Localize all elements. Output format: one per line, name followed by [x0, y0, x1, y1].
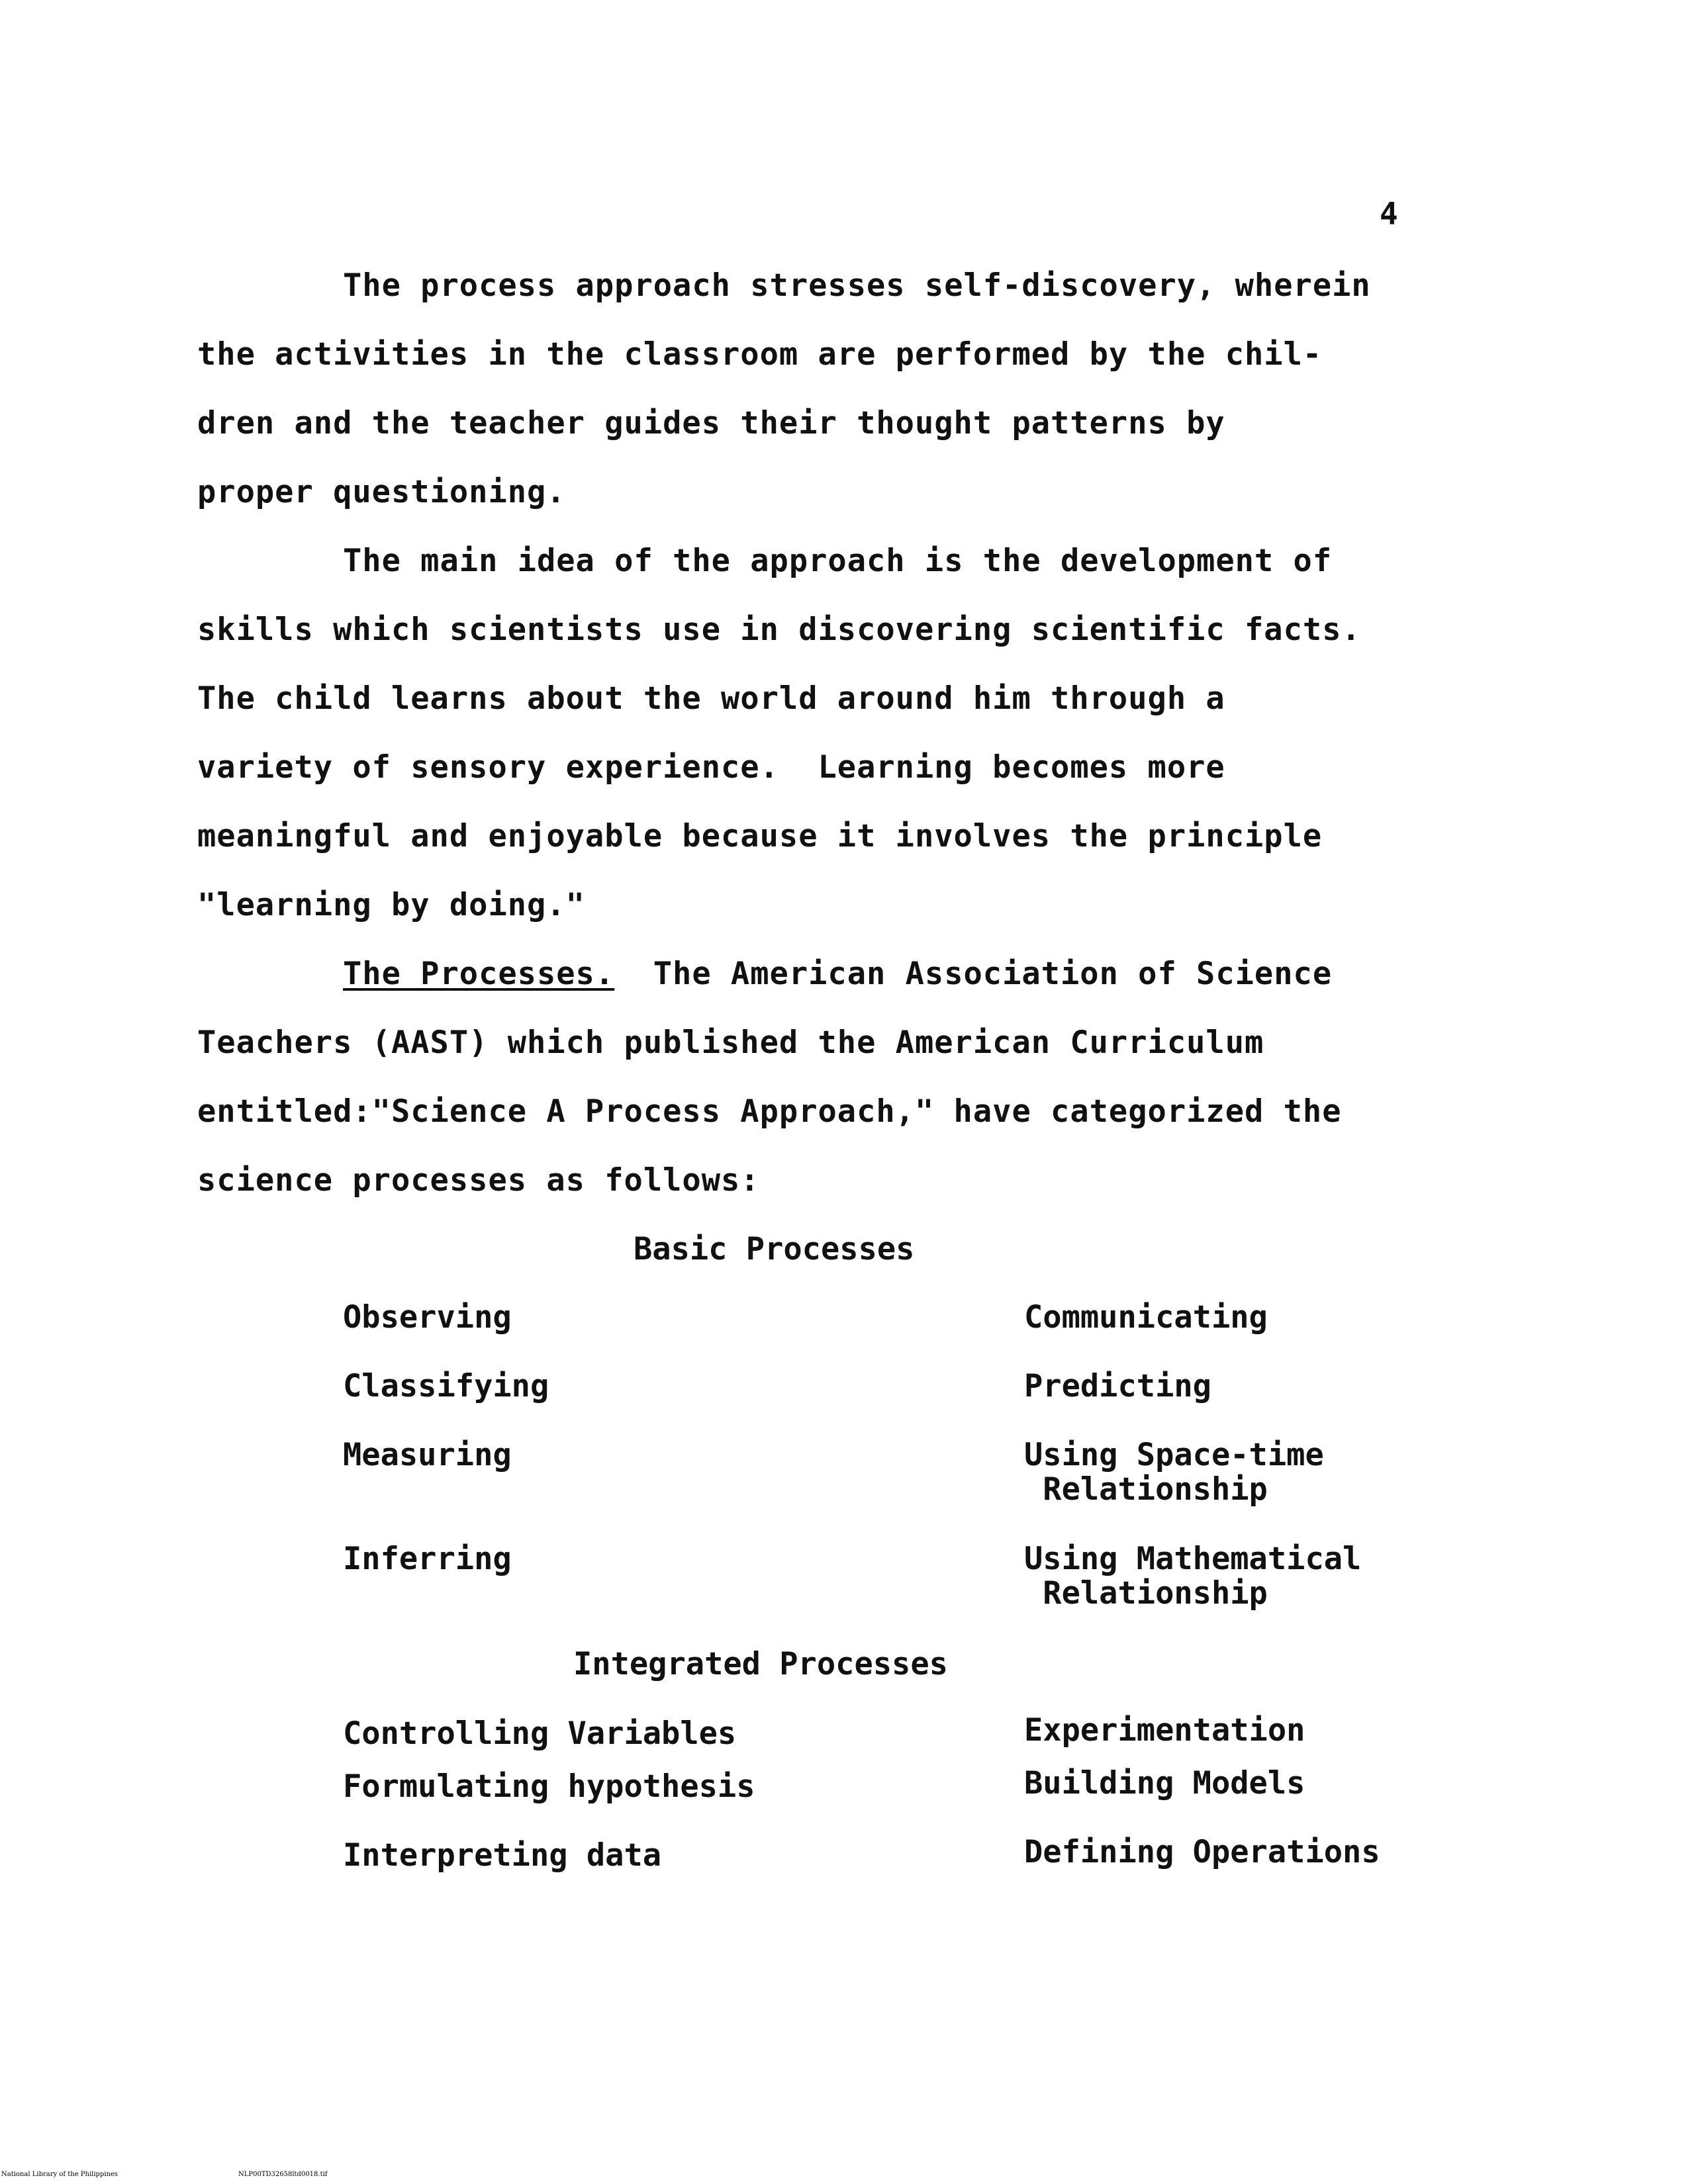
basic-process-item: Classifying: [343, 1368, 549, 1404]
basic-processes-title: Basic Processes: [634, 1231, 915, 1267]
paragraph-line: proper questioning.: [197, 474, 566, 510]
paragraph-line: the activities in the classroom are performed by the chil-: [197, 336, 1323, 373]
paragraph-line: skills which scientists use in discovering scientific facts.: [197, 612, 1361, 648]
paragraph-line: "learning by doing.": [197, 887, 585, 923]
integrated-process-item: Building Models: [1024, 1765, 1305, 1801]
basic-process-item: Using Space-time Relationship: [1024, 1437, 1324, 1508]
integrated-process-item: Interpreting data: [343, 1837, 662, 1874]
paragraph-line: The process approach stresses self-discovery, wherein: [343, 267, 1371, 304]
paragraph-line: Teachers (AAST) which published the American Curriculum: [197, 1024, 1264, 1061]
integrated-process-item: Controlling Variables: [343, 1715, 737, 1752]
integrated-process-item: Formulating hypothesis: [343, 1768, 755, 1805]
paragraph-line-rest: The American Association of Science: [614, 956, 1333, 992]
paragraph-line: The main idea of the approach is the development of: [343, 543, 1333, 579]
page-number: 4: [1380, 196, 1398, 232]
basic-process-item: Communicating: [1024, 1299, 1268, 1336]
basic-process-item: Observing: [343, 1299, 512, 1336]
paragraph-line: entitled:"Science A Process Approach," have categorized the: [197, 1093, 1342, 1130]
footer-file-label: NLP00TD32658ltd0018.tif: [238, 2171, 328, 2178]
footer-library-label: National Library of the Philippines: [1, 2171, 118, 2178]
section-heading: The Processes.: [343, 956, 615, 992]
paragraph-line: [343, 956, 1332, 992]
integrated-processes-title: Integrated Processes: [573, 1646, 948, 1682]
basic-process-item: Measuring: [343, 1437, 512, 1473]
integrated-process-item: Defining Operations: [1024, 1834, 1380, 1870]
paragraph-line: science processes as follows:: [197, 1162, 760, 1199]
paragraph-line: variety of sensory experience. Learning becomes more: [197, 749, 1225, 786]
integrated-process-item: Experimentation: [1024, 1712, 1305, 1749]
paragraph-line: meaningful and enjoyable because it involves the principle: [197, 818, 1323, 854]
paragraph-line: dren and the teacher guides their thought patterns by: [197, 405, 1225, 441]
paragraph-line: The child learns about the world around him through a: [197, 680, 1225, 717]
basic-process-item: Using Mathematical Relationship: [1024, 1541, 1362, 1612]
basic-process-item: Predicting: [1024, 1368, 1211, 1404]
basic-process-item: Inferring: [343, 1541, 512, 1577]
